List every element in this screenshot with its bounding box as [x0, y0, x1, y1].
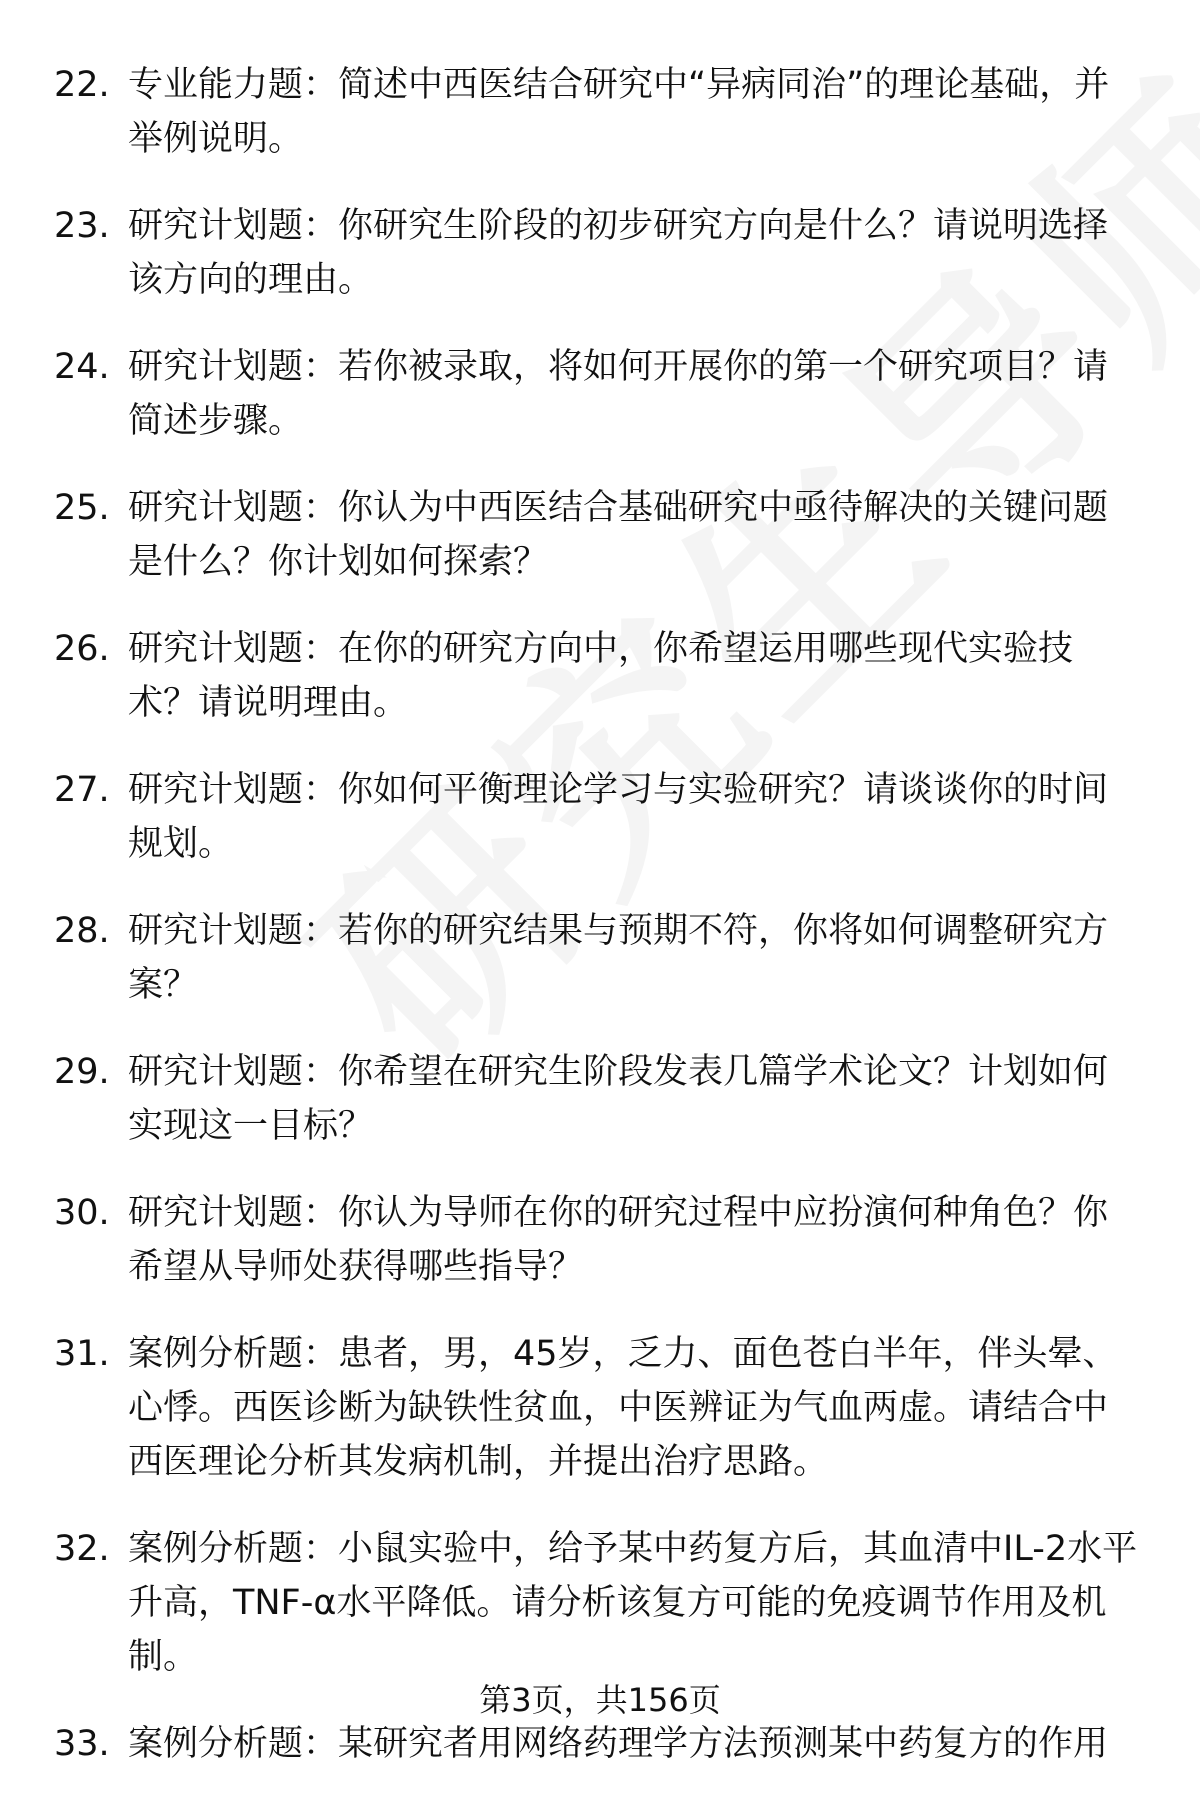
question-number: 22. [54, 65, 110, 105]
question-number: 25. [54, 488, 110, 528]
question-item [0, 763, 1200, 871]
question-text: 案例分析题：某研究者用网络药理学方法预测某中药复方的作用 [128, 1724, 1109, 1764]
question-number: 29. [54, 1052, 110, 1092]
question-item [0, 622, 1200, 730]
question-item [0, 199, 1200, 307]
question-number: 33. [54, 1724, 110, 1764]
question-item [0, 481, 1200, 589]
question-item [0, 1522, 1200, 1684]
question-number: 30. [54, 1193, 110, 1233]
question-text: 专业能力题：简述中西医结合研究中“异病同治”的理论基础，并举例说明。 [128, 65, 1110, 159]
question-number: 26. [54, 629, 110, 669]
question-text: 研究计划题：你研究生阶段的初步研究方向是什么？请说明选择该方向的理由。 [128, 206, 1109, 300]
question-text: 案例分析题：患者，男，45岁，乏力、面色苍白半年，伴头晕、心悸。西医诊断为缺铁性贫血，中医辨证为气血两虚。请结合中西医理论分析其发病机制，并提出治疗思路。 [128, 1334, 1118, 1482]
question-number: 23. [54, 206, 110, 246]
question-item [0, 1045, 1200, 1153]
question-item [0, 1186, 1200, 1294]
question-number: 32. [54, 1529, 110, 1569]
question-text: 研究计划题：你如何平衡理论学习与实验研究？请谈谈你的时间规划。 [128, 770, 1109, 864]
page-number-footer: 第3页，共156页 [479, 1681, 721, 1719]
question-number: 24. [54, 347, 110, 387]
question-item [0, 1327, 1200, 1489]
question-text: 案例分析题：小鼠实验中，给予某中药复方后，其血清中IL-2水平升高，TNF-α水平降低。请分析该复方可能的免疫调节作用及机制。 [128, 1529, 1138, 1677]
question-text: 研究计划题：你希望在研究生阶段发表几篇学术论文？计划如何实现这一目标？ [128, 1052, 1109, 1146]
question-number: 31. [54, 1334, 110, 1374]
question-text: 研究计划题：你认为中西医结合基础研究中亟待解决的关键问题是什么？你计划如何探索？ [128, 488, 1109, 582]
question-number: 28. [54, 911, 110, 951]
question-text: 研究计划题：在你的研究方向中，你希望运用哪些现代实验技术？请说明理由。 [128, 629, 1074, 723]
question-text: 研究计划题：若你的研究结果与预期不符，你将如何调整研究方案？ [128, 911, 1109, 1005]
question-item [0, 904, 1200, 1012]
question-number: 27. [54, 770, 110, 810]
question-text: 研究计划题：若你被录取，将如何开展你的第一个研究项目？请简述步骤。 [128, 347, 1109, 441]
question-item [0, 1717, 1200, 1771]
question-text: 研究计划题：你认为导师在你的研究过程中应扮演何种角色？你希望从导师处获得哪些指导？ [128, 1193, 1109, 1287]
question-list [0, 58, 1200, 1804]
question-item [0, 340, 1200, 448]
question-item [0, 58, 1200, 166]
